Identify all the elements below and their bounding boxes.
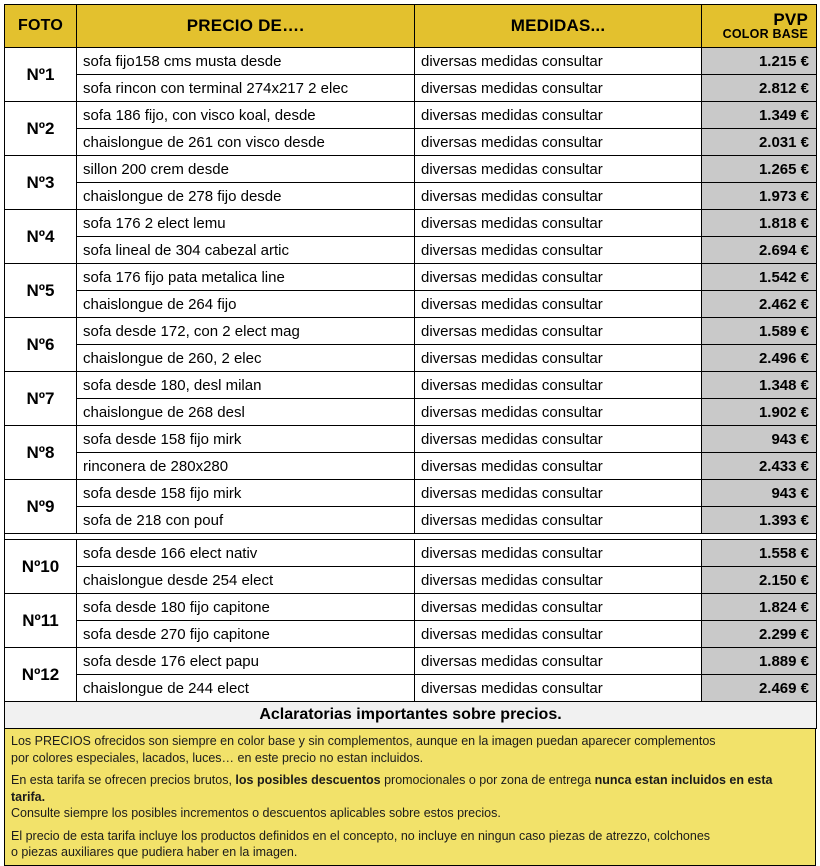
cell-descripcion: sofa desde 158 fijo mirk [77,426,415,453]
cell-descripcion: sillon 200 crem desde [77,156,415,183]
cell-medidas: diversas medidas consultar [415,129,702,156]
cell-medidas: diversas medidas consultar [415,621,702,648]
cell-medidas: diversas medidas consultar [415,480,702,507]
cell-pvp: 1.973 € [702,183,817,210]
cell-pvp: 1.393 € [702,507,817,534]
table-row [5,156,817,183]
cell-pvp: 1.348 € [702,372,817,399]
cell-medidas: diversas medidas consultar [415,675,702,702]
cell-descripcion: sofa desde 180, desl milan [77,372,415,399]
cell-descripcion: sofa de 218 con pouf [77,507,415,534]
cell-foto: Nº8 [5,426,77,480]
cell-descripcion: sofa rincon con terminal 274x217 2 elec [77,75,415,102]
cell-medidas: diversas medidas consultar [415,399,702,426]
column-header-precio: PRECIO DE…. [77,5,415,48]
table-row [5,210,817,237]
cell-descripcion: chaislongue desde 254 elect [77,567,415,594]
note-line-4b: o piezas auxiliares que pudiera haber en la imagen. [11,845,298,859]
table-header [5,5,817,48]
cell-medidas: diversas medidas consultar [415,318,702,345]
cell-medidas: diversas medidas consultar [415,567,702,594]
note-line-4a: El precio de esta tarifa incluye los productos definidos en el concepto, no incluye en ningun caso piezas de atrezzo, colchones [11,828,711,843]
note-line-2a: En esta tarifa se ofrecen precios brutos, [11,773,236,787]
cell-medidas: diversas medidas consultar [415,426,702,453]
cell-descripcion: chaislongue de 268 desl [77,399,415,426]
cell-foto: Nº7 [5,372,77,426]
cell-pvp: 1.349 € [702,102,817,129]
cell-pvp: 2.031 € [702,129,817,156]
cell-medidas: diversas medidas consultar [415,345,702,372]
note-line-2 [11,772,809,805]
cell-foto: Nº9 [5,480,77,534]
cell-pvp: 1.824 € [702,594,817,621]
table-row [5,183,817,210]
cell-pvp: 2.433 € [702,453,817,480]
footer-title-row [5,702,817,729]
cell-pvp: 1.265 € [702,156,817,183]
cell-medidas: diversas medidas consultar [415,507,702,534]
cell-pvp: 1.902 € [702,399,817,426]
table-row [5,129,817,156]
table-row [5,75,817,102]
cell-descripcion: rinconera de 280x280 [77,453,415,480]
table-row [5,426,817,453]
cell-descripcion: sofa desde 176 elect papu [77,648,415,675]
cell-medidas: diversas medidas consultar [415,102,702,129]
cell-pvp: 2.150 € [702,567,817,594]
cell-foto: Nº10 [5,540,77,594]
cell-descripcion: sofa desde 158 fijo mirk [77,480,415,507]
header-row [5,5,817,48]
note-line-1b: por colores especiales, lacados, luces… en este precio no estan incluidos. [11,750,424,765]
cell-medidas: diversas medidas consultar [415,372,702,399]
cell-pvp: 1.589 € [702,318,817,345]
cell-medidas: diversas medidas consultar [415,291,702,318]
cell-foto: Nº6 [5,318,77,372]
note-line-3: Consulte siempre los posibles incrementos o descuentos aplicables sobre estos precios. [11,806,501,820]
table-row [5,507,817,534]
cell-medidas: diversas medidas consultar [415,264,702,291]
cell-foto: Nº1 [5,48,77,102]
cell-descripcion: chaislongue de 244 elect [77,675,415,702]
cell-foto: Nº2 [5,102,77,156]
table-row [5,48,817,75]
cell-foto: Nº12 [5,648,77,702]
note-line-2c: promocionales o por zona de entrega [380,773,595,787]
cell-pvp: 943 € [702,480,817,507]
cell-pvp: 2.694 € [702,237,817,264]
cell-medidas: diversas medidas consultar [415,156,702,183]
footer-notes [4,729,816,866]
cell-pvp: 1.542 € [702,264,817,291]
table-row [5,318,817,345]
cell-medidas: diversas medidas consultar [415,648,702,675]
price-table [4,4,817,729]
cell-foto: Nº11 [5,594,77,648]
column-header-pvp [702,5,817,48]
table-row [5,237,817,264]
note-line-2d: nunca estan incluidos en esta tarifa. [11,773,773,804]
cell-pvp: 1.889 € [702,648,817,675]
table-body [5,48,817,729]
cell-foto: Nº3 [5,156,77,210]
table-row [5,264,817,291]
note-line-2b: los posibles descuentos [235,773,381,787]
cell-descripcion: sofa desde 166 elect nativ [77,540,415,567]
cell-medidas: diversas medidas consultar [415,540,702,567]
cell-descripcion: chaislongue de 261 con visco desde [77,129,415,156]
cell-pvp: 2.469 € [702,675,817,702]
cell-descripcion: chaislongue de 278 fijo desde [77,183,415,210]
cell-pvp: 2.462 € [702,291,817,318]
cell-medidas: diversas medidas consultar [415,237,702,264]
cell-descripcion: sofa 186 fijo, con visco koal, desde [77,102,415,129]
table-row [5,480,817,507]
table-row [5,345,817,372]
cell-medidas: diversas medidas consultar [415,75,702,102]
cell-pvp: 2.812 € [702,75,817,102]
table-row [5,594,817,621]
cell-descripcion: sofa desde 172, con 2 elect mag [77,318,415,345]
cell-descripcion: sofa 176 2 elect lemu [77,210,415,237]
column-header-medidas: MEDIDAS... [415,5,702,48]
table-row [5,648,817,675]
cell-pvp: 943 € [702,426,817,453]
cell-descripcion: sofa 176 fijo pata metalica line [77,264,415,291]
cell-descripcion: sofa desde 270 fijo capitone [77,621,415,648]
cell-pvp: 2.299 € [702,621,817,648]
cell-medidas: diversas medidas consultar [415,183,702,210]
cell-pvp: 2.496 € [702,345,817,372]
cell-medidas: diversas medidas consultar [415,48,702,75]
table-row [5,621,817,648]
footer-title: Aclaratorias importantes sobre precios. [5,702,817,729]
column-header-pvp-line2: COLOR BASE [722,27,808,42]
cell-medidas: diversas medidas consultar [415,594,702,621]
cell-descripcion: sofa desde 180 fijo capitone [77,594,415,621]
cell-medidas: diversas medidas consultar [415,453,702,480]
table-row [5,675,817,702]
cell-pvp: 1.558 € [702,540,817,567]
table-row [5,567,817,594]
cell-medidas: diversas medidas consultar [415,210,702,237]
cell-descripcion: sofa lineal de 304 cabezal artic [77,237,415,264]
table-row [5,291,817,318]
table-row [5,102,817,129]
cell-foto: Nº4 [5,210,77,264]
cell-descripcion: sofa fijo158 cms musta desde [77,48,415,75]
note-line-1a: Los PRECIOS ofrecidos son siempre en color base y sin complementos, aunque en la imagen puedan aparecer complementos [11,734,716,748]
cell-descripcion: chaislongue de 260, 2 elec [77,345,415,372]
table-row [5,372,817,399]
table-row [5,399,817,426]
column-header-pvp-line1: PVP [773,9,808,29]
table-row [5,453,817,480]
column-header-foto: FOTO [5,5,77,48]
table-row [5,540,817,567]
cell-descripcion: chaislongue de 264 fijo [77,291,415,318]
cell-pvp: 1.818 € [702,210,817,237]
cell-foto: Nº5 [5,264,77,318]
cell-pvp: 1.215 € [702,48,817,75]
